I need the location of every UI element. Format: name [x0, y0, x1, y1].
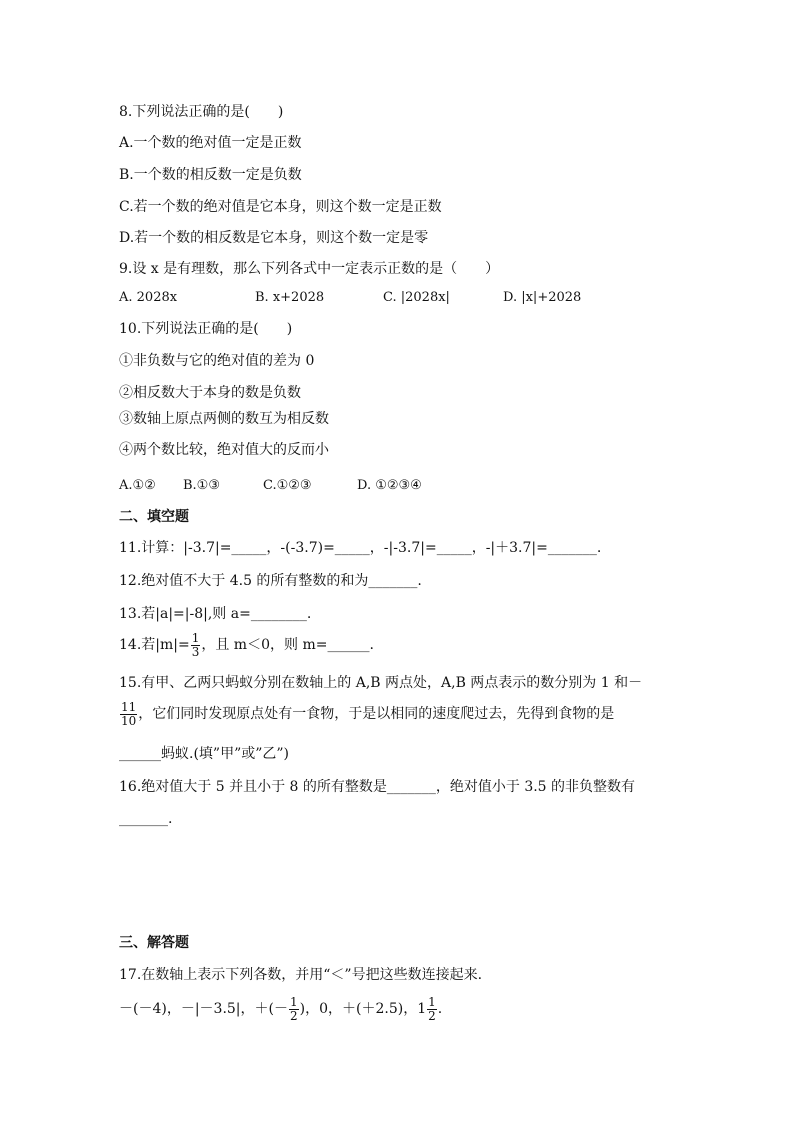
q14-post: ，且 m＜0，则 m=______. [201, 637, 374, 653]
q15-frac-den: 10 [121, 713, 137, 728]
q8-option-d: D.若一个数的相反数是它本身，则这个数一定是零 [119, 230, 429, 246]
q9-stem: 9.设 x 是有理数，那么下列各式中一定表示正数的是（ ） [119, 261, 500, 277]
q17-frac1-num: 1 [290, 994, 298, 1009]
section-heading-answer: 三、解答题 [119, 935, 189, 951]
q14-frac-den: 3 [191, 644, 200, 659]
q17-part-3: . [437, 1001, 443, 1017]
q14-frac-num: 1 [191, 630, 200, 645]
q8-stem: 8.下列说法正确的是( ) [119, 104, 284, 120]
q17-frac2-num: 1 [428, 994, 436, 1009]
q15-line-2-text: ，它们同时发现原点处有一食物，于是以相同的速度爬过去，先得到食物的是 [138, 706, 615, 722]
q15-line-1: 15.有甲、乙两只蚂蚁分别在数轴上的 A,B 两点处，A,B 两点表示的数分别为 1 和－ [119, 675, 643, 691]
q10-option-a: A.①② [119, 478, 156, 493]
q17-fraction-2 [427, 996, 437, 1023]
q13: 13.若|a|=|-8|,则 a=________. [119, 606, 312, 622]
q10-statement-2: ②相反数大于本身的数是负数 [119, 385, 301, 401]
q15-frac-num: 11 [121, 699, 137, 714]
q9-option-d: D. |x|+2028 [503, 290, 582, 305]
q17-frac2-den: 2 [428, 1008, 436, 1023]
q17-numbers [119, 994, 442, 1024]
q16-line-2: _______. [119, 811, 173, 827]
q10-statement-4: ④两个数比较，绝对值大的反而小 [119, 442, 329, 458]
q11: 11.计算：|-3.7|=_____，-(-3.7)=_____，-|-3.7|=_____，-|＋3.7|=_______. [119, 540, 602, 556]
q9-option-a: A. 2028x [119, 290, 178, 305]
q17-stem: 17.在数轴上表示下列各数，并用“＜”号把这些数连接起来. [119, 967, 483, 983]
q17-frac1-den: 2 [290, 1008, 298, 1023]
q8-option-a: A.一个数的绝对值一定是正数 [119, 135, 302, 151]
q15-line-3: ______蚂蚁.(填”甲”或”乙”) [119, 746, 290, 762]
q14-pre: 14.若|m|= [119, 637, 190, 653]
q10-statement-3: ③数轴上原点两侧的数互为相反数 [119, 411, 329, 427]
q14 [119, 630, 374, 660]
q17-part-1: －(－4)，－|－3.5|，＋(－ [119, 1001, 288, 1017]
q9-option-c: C. |2028x| [383, 290, 450, 305]
q10-statement-1: ①非负数与它的绝对值的差为 0 [119, 353, 315, 369]
q10-option-d: D. ①②③④ [357, 478, 422, 493]
q9-option-b: B. x+2028 [255, 290, 325, 305]
q16-line-1: 16.绝对值大于 5 并且小于 8 的所有整数是_______，绝对值小于 3.5 的非负整数有 [119, 779, 636, 795]
q10-option-b: B.①③ [183, 478, 220, 493]
q8-option-b: B.一个数的相反数一定是负数 [119, 167, 302, 183]
section-heading-fill-in: 二、填空题 [119, 509, 189, 525]
q8-option-c: C.若一个数的绝对值是它本身，则这个数一定是正数 [119, 199, 442, 215]
q12: 12.绝对值不大于 4.5 的所有整数的和为_______. [119, 573, 422, 589]
q10-stem: 10.下列说法正确的是( ) [119, 321, 293, 337]
q17-part-2: )，0，＋(＋2.5)，1 [299, 1001, 427, 1017]
q14-fraction [191, 632, 201, 659]
q15-line-2 [119, 699, 614, 729]
q10-option-c: C.①②③ [263, 478, 312, 493]
q15-fraction [120, 701, 137, 728]
q17-fraction-1 [289, 996, 299, 1023]
